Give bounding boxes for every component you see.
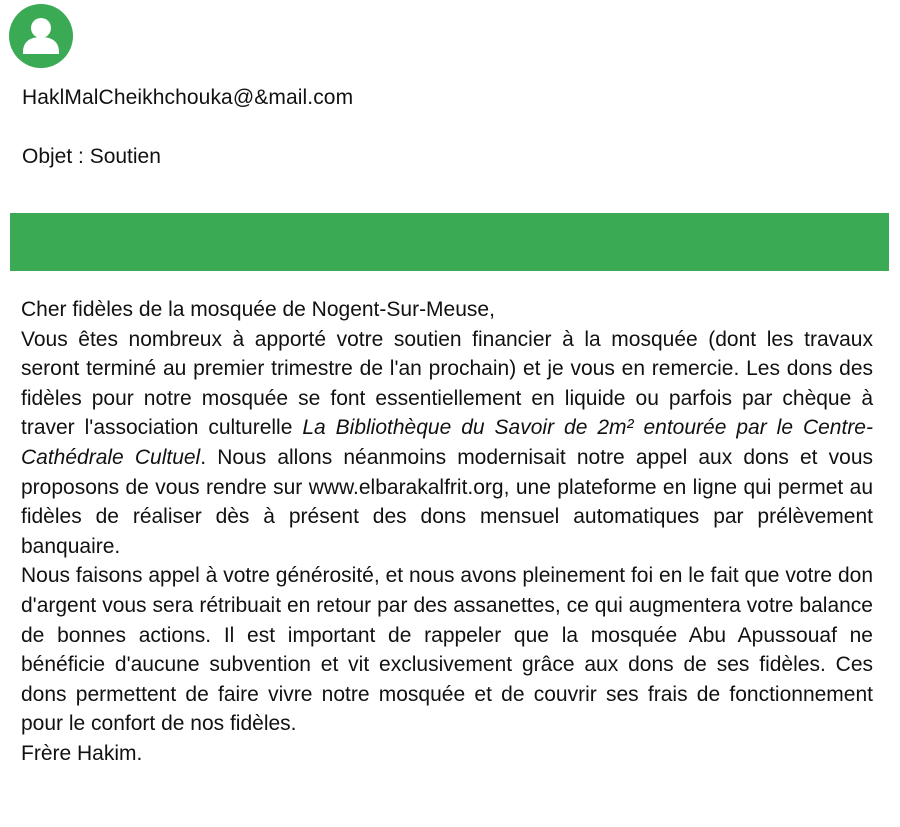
body-paragraph-2: Nous faisons appel à votre générosité, et nous avons pleinement foi en le fait que votre don d'argent vous sera rétribuait en retour par des assanettes, ce qui augmentera votre balance de bonnes actions. Il est important de rappeler que la mosquée Abu Apussouaf ne bénéficie d'aucune subvention et vit exclusivement grâce aux dons de ses fidèles. Ces dons permettent de faire vivre notre mosquée et de couvrir ses frais de fonctionnement pour le confort de nos fidèles. [21,564,873,736]
email-body [21,295,873,769]
avatar-icon[interactable] [9,4,73,68]
email-subject: Objet : Soutien [22,145,161,168]
user-silhouette-icon [9,4,73,68]
body-paragraph-1-text: Vous êtes nombreux à apporté votre soutien financier à la mosquée (dont les travaux seront terminé au premier trimestre de l'an prochain) et je vous en remercie. Les dons des fidèles pour notre mosquée se font essentiellement en liquide ou parfois par chèque à traver l'association culturelle [21,327,873,440]
body-paragraph-1-continuation: . Nous allons néanmoins modernisait notre appel aux dons et vous proposons de vous rendre sur www.elbarakalfrit.org, une plateforme en ligne qui permet au fidèles de réaliser dès à présent des dons mensuel automatiques par prélèvement banquaire. [21,445,874,558]
association-name: La Bibliothèque du Savoir de 2m² entourée par le Centre-Cathédrale Cultuel [21,416,873,469]
signature: Frère Hakim. [21,741,143,765]
sender-email[interactable]: HaklMalCheikhchouka@&mail.com [22,86,354,109]
body-paragraph-1 [21,325,873,562]
greeting-line: Cher fidèles de la mosquée de Nogent-Sur-Meuse, [21,298,495,321]
header-banner [10,213,889,271]
